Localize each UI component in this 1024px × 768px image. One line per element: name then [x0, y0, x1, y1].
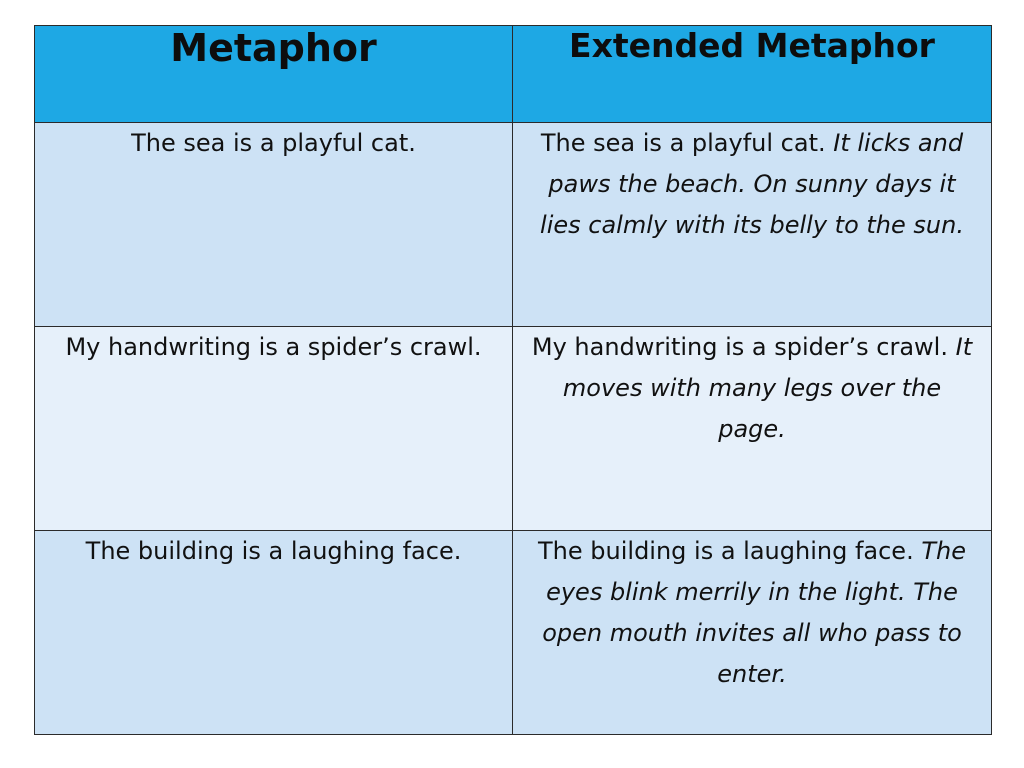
extended-metaphor-base-text: My handwriting is a spider’s crawl.: [531, 333, 948, 361]
extended-metaphor-base-text: The building is a laughing face.: [538, 537, 914, 565]
metaphor-cell: [35, 531, 513, 735]
table-row: [35, 531, 992, 735]
metaphor-text: My handwriting is a spider’s crawl.: [65, 333, 482, 361]
header-metaphor: Metaphor: [35, 26, 513, 123]
table-row: [35, 123, 992, 327]
extended-metaphor-italic-text: It licks and paws the beach. On sunny days it lies calmly with its belly to the sun.: [540, 129, 964, 239]
extended-metaphor-base-text: The sea is a playful cat.: [540, 129, 826, 157]
metaphor-cell: [35, 327, 513, 531]
extended-metaphor-cell: [513, 531, 992, 735]
extended-metaphor-italic-text: The eyes blink merrily in the light. The open mouth invites all who pass to enter.: [542, 537, 966, 688]
header-extended-metaphor: Extended Metaphor: [513, 26, 992, 123]
table-header-row: [35, 26, 992, 123]
metaphor-cell: [35, 123, 513, 327]
metaphor-text: The building is a laughing face.: [85, 537, 462, 565]
metaphor-comparison-table: [34, 25, 992, 735]
extended-metaphor-cell: [513, 123, 992, 327]
table-row: [35, 327, 992, 531]
extended-metaphor-cell: [513, 327, 992, 531]
metaphor-text: The sea is a playful cat.: [131, 129, 416, 157]
extended-metaphor-italic-text: It moves with many legs over the page.: [562, 333, 973, 443]
